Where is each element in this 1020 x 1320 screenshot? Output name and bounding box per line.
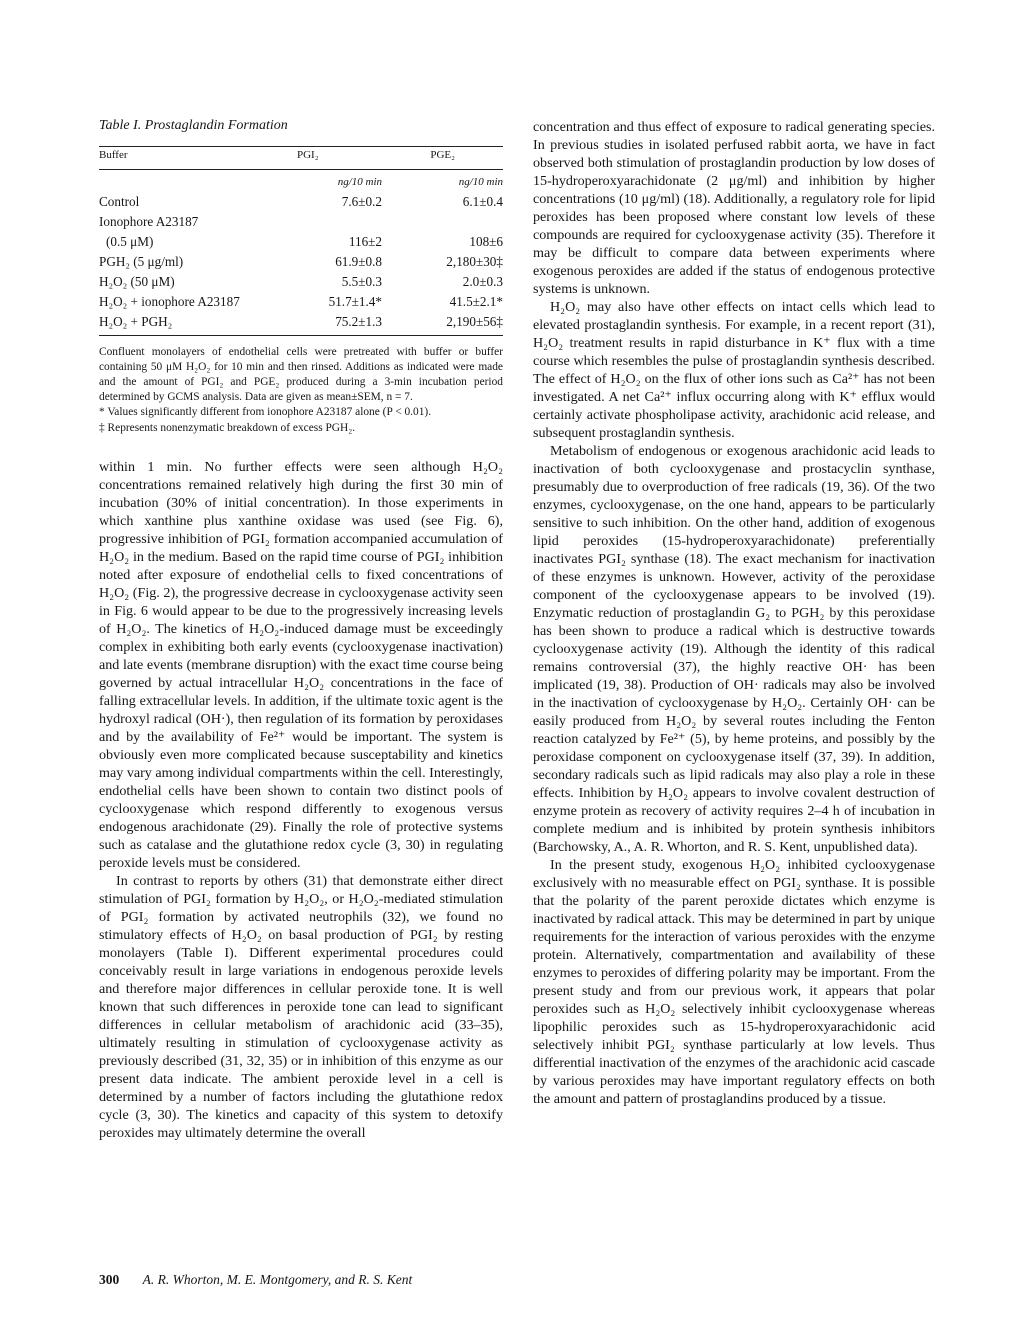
table-header: Buffer [99,147,287,170]
table-row [99,291,503,311]
table-row-label: Control [99,193,140,209]
table-cell-pgi2 [287,211,408,231]
table-row-label: H₂O₂ + ionophore A23187 [99,293,240,309]
table-cell-pge2: 2.0±0.3 [462,273,503,289]
table-row [99,251,503,271]
prostaglandin-table [99,146,503,336]
table-row [99,311,503,335]
table-unit: ng/10 min [337,176,382,188]
table-units-row [99,170,503,192]
page-number: 300 [99,1272,120,1287]
table-cell-pge2: 6.1±0.4 [462,193,503,209]
table-cell-pgi2: 116±2 [348,233,382,249]
table-row [99,191,503,211]
right-body-text [533,118,935,1108]
table-row [99,231,503,251]
paragraph: concentration and thus effect of exposure to radical generating species. In previous studies in isolated perfused rabbit aorta, we have in fact observed both stimulation of prostaglandin production by low doses of 15-hydroperoxyarachidonate (2 μg/ml) and inhibition by higher concentrations (10 μg/ml) (18). Additionally, a regulatory role for lipid peroxides has been proposed where constant low levels of these compounds are required for cyclooxygenase activity (35). Therefore it may be difficult to compare data between experiments where exogenous peroxides are added if the status of endogenous protective systems is unknown. [533,119,935,297]
table-row-label: H₂O₂ + PGH₂ [99,311,287,335]
table-cell-pgi2: 61.9±0.8 [335,253,382,269]
left-column [99,118,503,1142]
table-cell-pgi2: 7.6±0.2 [341,193,382,209]
table-cell-pge2: 2,190±56‡ [408,311,503,335]
running-authors: A. R. Whorton, M. E. Montgomery, and R. S. Kent [142,1272,413,1287]
table-cell-pgi2: 51.7±1.4* [328,293,382,309]
table-unit: ng/10 min [458,176,503,188]
table-cell-pgi2: 5.5±0.3 [341,273,382,289]
table-header: PGE₂ [408,147,503,170]
table-footnote: * Values significantly different from ionophore A23187 alone (P < 0.01). [99,406,432,419]
table-notes [99,345,503,436]
table-header-row [99,147,503,170]
table-row-label: PGH₂ (5 μg/ml) [99,253,184,269]
paragraph: H₂O₂ may also have other effects on intact cells which lead to elevated prostaglandin synthesis. For example, in a recent report (31), H₂O₂ treatment results in rapid disturbance in K⁺ flux with a time course which resembles the pulse of prostaglandin synthesis described. The effect of H₂O₂ on the flux of other ions such as Ca²⁺ has not been investigated. A net Ca²⁺ influx occurring along with K⁺ efflux would certainly activate phospholipase activity, arachidonic acid release, and subsequent prostaglandin synthesis. [533,299,935,441]
table-cell-pge2: 108±6 [469,233,503,249]
left-body-text [99,458,503,1142]
table-cell-pge2: 2,180±30‡ [446,253,503,269]
table-row-label: (0.5 μM) [106,233,154,249]
paragraph: Metabolism of endogenous or exogenous arachidonic acid leads to inactivation of both cyclooxygenase and prostacyclin synthase, presumably due to overproduction of free radicals (19, 36). Of the two enzymes, cyclooxygenase, on the one hand, appears to be particularly sensitive to such inhibition. On the other hand, addition of exogenous lipid peroxides (15-hydroperoxyarachidonate) preferentially inactivates PGI₂ synthase (18). The exact mechanism for inactivation of these enzymes is unknown. However, activity of the peroxidase component of the cyclooxygenase appears to be involved (19). Enzymatic reduction of prostaglandin G₂ to PGH₂ by this peroxidase has been shown to produce a radical which is destructive towards cyclooxygenase activity (19). Although the identity of this radical remains controversial (37), the highly reactive OH· has been implicated (19, 38). Production of OH· radicals may also be involved in the inactivation of cyclooxygenase by H₂O₂. Certainly OH· can be easily produced from H₂O₂ by several routes including the Fenton reaction catalyzed by Fe²⁺ (5), by heme proteins, and possibly by the peroxidase component on cyclooxygenase itself (37, 39). In addition, secondary radicals such as lipid radicals may also play a role in these effects. Inhibition by H₂O₂ appears to involve covalent destruction of enzyme protein as recovery of activity requires 2–4 h of incubation in complete medium and is inhibited by protein synthesis inhibitors (Barchowsky, A., A. R. Whorton, and R. S. Kent, unpublished data). [533,443,935,855]
table-cell-pgi2: 75.2±1.3 [287,311,408,335]
paragraph: In contrast to reports by others (31) that demonstrate either direct stimulation of PGI₂ formation by H₂O₂, or H₂O₂-mediated stimulation of PGI₂ formation by activated neutrophils (32), we found no stimulatory effects of H₂O₂ on basal production of PGI₂ by resting monolayers (Table I). Different experimental procedures could conceivably result in large variations in endogenous peroxide levels and therefore major differences in cellular peroxide tone. It is well known that such differences in peroxide tone can lead to significant differences in cellular metabolism of arachidonic acid (33–35), ultimately resulting in stimulation of cyclooxygenase activity as previously described (31, 32, 35) or in inhibition of this enzyme as our present data indicate. The ambient peroxide level in a cell is determined by a number of factors including the glutathione redox cycle (3, 30). The kinetics and capacity of this system to detoxify peroxides may ultimately determine the overall [99,872,503,1141]
table-row-label: H₂O₂ (50 μM) [99,273,175,289]
table-row [99,211,503,231]
paragraph: In the present study, exogenous H₂O₂ inhibited cyclooxygenase exclusively with no measurable effect on PGI₂ synthase. It is possible that the polarity of the parent peroxide dictates which enzyme is inactivated by radical attack. This may be determined in part by unique requirements for the interaction of various peroxides with the enzyme protein. Alternatively, compartmentation and availability of these enzymes to peroxides of differing polarity may be important. From the present study and from our previous work, it appears that polar peroxides such as H₂O₂ selectively inhibit cyclooxygenase whereas lipophilic peroxides such as 15-hydroperoxyarachidonic acid selectively inhibit PGI₂ synthase particularly at low levels. Thus differential inactivation of the enzymes of the arachidonic acid cascade by various peroxides may have important regulatory effects on both the amount and pattern of prostaglandins produced by a tissue. [533,857,935,1107]
paragraph: within 1 min. No further effects were seen although H₂O₂ concentrations remained relatively high during the first 30 min of incubation (30% of initial concentration). In those experiments in which xanthine plus xanthine oxidase was used (see Fig. 6), progressive inhibition of PGI₂ formation accompanied accumulation of H₂O₂ in the medium. Based on the rapid time course of PGI₂ inhibition noted after exposure of endothelial cells to fixed concentrations of H₂O₂ (Fig. 2), the progressive decrease in cyclooxygenase activity seen in Fig. 6 would appear to be due to the progressively increasing levels of H₂O₂. The kinetics of H₂O₂-induced damage must be exceedingly complex in exhibiting both early events (cyclooxygenase inactivation) and late events (membrane disruption) with the exact time course being governed by actual intracellular H₂O₂ concentrations in the face of falling extracellular levels. In addition, if the ultimate toxic agent is the hydroxyl radical (OH·), then regulation of its formation by peroxidases and by the availability of Fe²⁺ would be important. The system is obviously even more complicated because susceptability and kinetics may vary among individual compartments within the cell. Interestingly, endothelial cells have been shown to contain two distinct pools of cyclooxygenase which respond differently to exogenous versus endogenous arachidonate (29). Finally the role of protective systems such as catalase and the glutathione redox cycle (3, 30) in regulating peroxide levels must be considered. [99,458,503,871]
table-row [99,271,503,291]
table-cell-pge2 [408,211,503,231]
table-footnote: ‡ Represents nonenzymatic breakdown of excess PGH₂. [99,421,356,434]
table-title: Table I. Prostaglandin Formation [99,118,288,133]
right-column [533,118,935,1108]
table-unit [99,170,287,192]
table-cell-pge2: 41.5±2.1* [449,293,503,309]
page-footer [99,1272,412,1288]
table-row-label: Ionophore A23187 [99,213,199,229]
table-footnote: Confluent monolayers of endothelial cells were pretreated with buffer or buffer containing 50 μM H₂O₂ for 10 min and then rinsed. Additions as indicated were made and the amount of PGI₂ and PGE₂ produced during a 3-min incubation period determined by GCMS analysis. Data are given as mean±SEM, n = 7. [99,345,503,404]
table-header: PGI₂ [287,147,408,170]
